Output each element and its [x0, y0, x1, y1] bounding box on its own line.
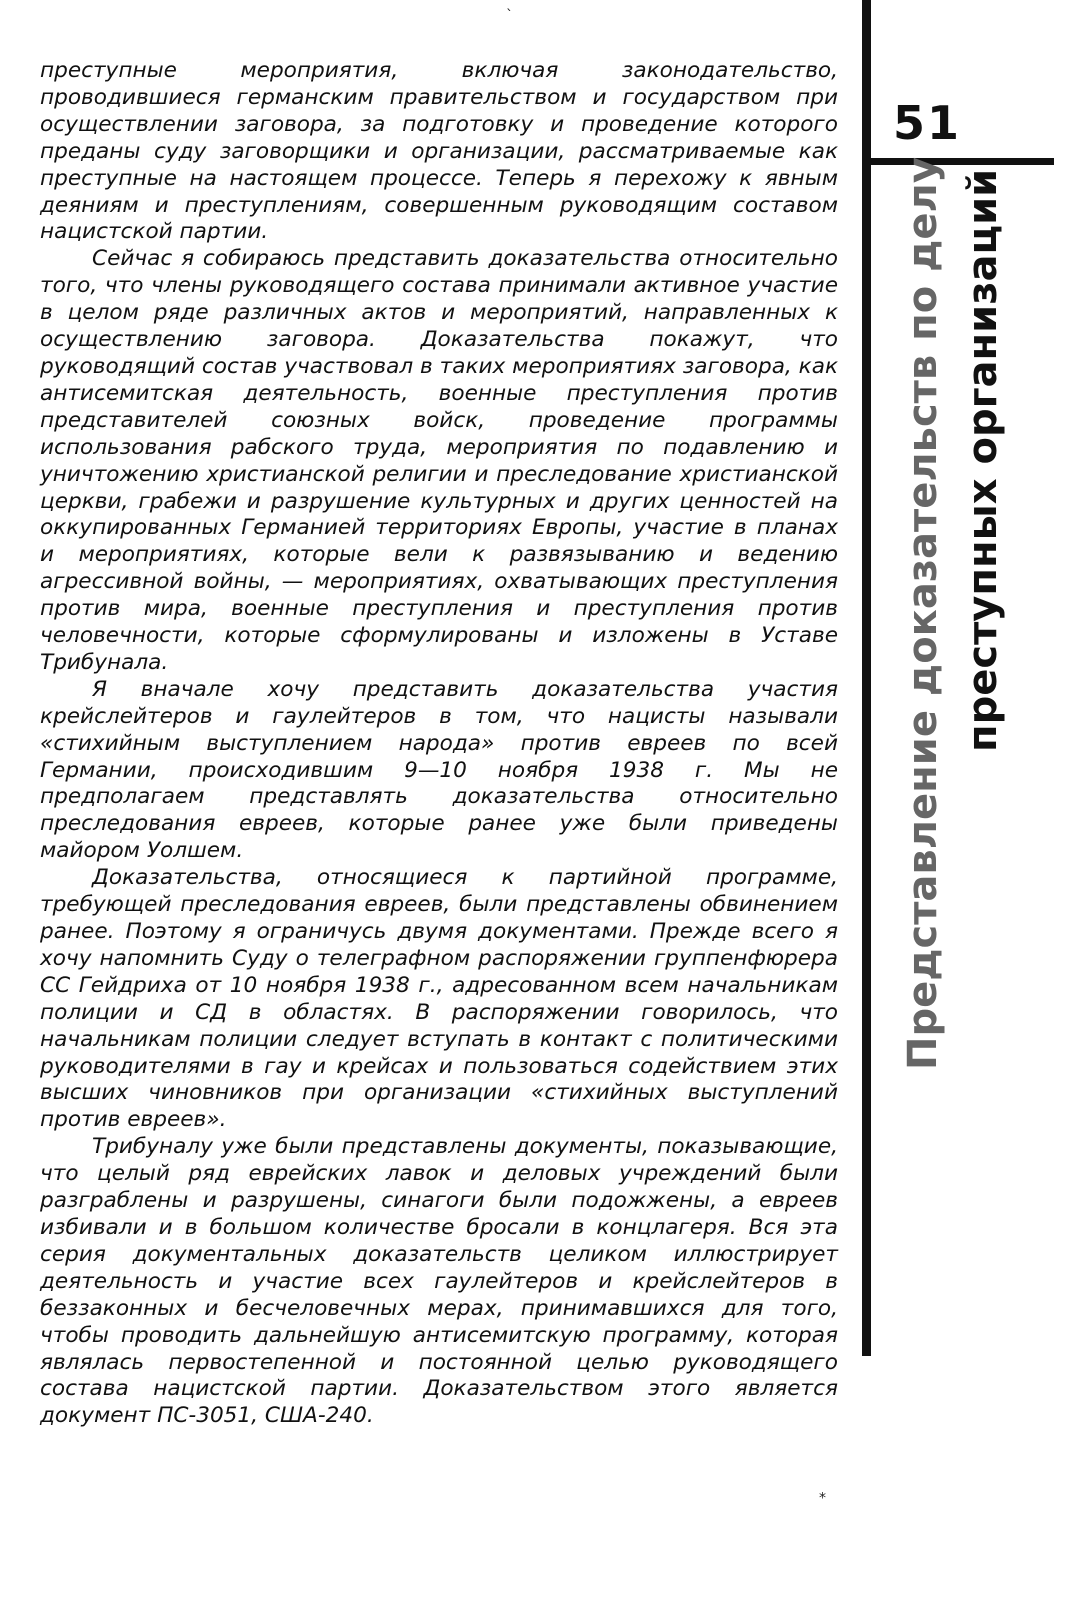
paragraph: Трибуналу уже были представлены документы, показывающие, что целый ряд еврейских лавок и деловых учреждений были разграблены и разрушены, синагоги были подожжены, а евреев избивали и в большом количестве бросали в концлагеря. Вся эта серия документальных доказательств целиком иллюстрирует деятельность и участие всех гаулейтеров и крейслейтеров в беззаконных и бесчеловечных мерах, принимавшихся для того, чтобы проводить дальнейшую антисемитскую программу, которая являлась первостепенной и постоянной целью руководящего состава нацистской партии. Доказательством этого является документ ПС-3051, США-240.	[40, 1134, 838, 1429]
margin-vertical-rule	[862, 0, 871, 1356]
running-title-line-1: Представление доказательств по делу	[900, 157, 946, 1070]
paragraph: Я вначале хочу представить доказательства участия крейслейтеров и гаулейтеров в том, что нацисты называли «стихийным выступлением народа» против евреев по всей Германии, происходившим 9—10 ноября 1938 г. Мы не предполагаем представлять доказательства относительно преследования евреев, которые ранее уже были приведены майором Уолшем.	[40, 676, 838, 864]
print-mark: ⁎	[819, 1486, 826, 1502]
print-mark: `	[506, 8, 513, 24]
page-number: 51	[893, 96, 962, 150]
paragraph: Доказательства, относящиеся к партийной программе, требующей преследования евреев, были представлены обвинением ранее. Поэтому я ограничусь двумя документами. Прежде всего я хочу напомнить Суду о телеграфном распоряжении группенфюрера СС Гейдриха от 10 ноября 1938 г., адресованном всем начальникам полиции и СД в областях. В распоряжении говорилось, что начальникам полиции следует вступать в контакт с политическими руководителями в гау и крейсах и пользоваться содействием этих высших чиновников при организации «стихийных выступлений против евреев».	[40, 865, 838, 1133]
running-title-line-2: преступных организаций	[960, 168, 1006, 752]
page-number-rule	[862, 158, 1054, 165]
paragraph: преступные мероприятия, включая законодательство, проводившиеся германским правительством и государством при осуществлении заговора, за подготовку и проведение которого преданы суду заговорщики и организации, рассматриваемые как преступные на настоящем процессе. Теперь я перехожу к явным деяниям и преступлениям, совершенным руководящим составом нацистской партии.	[40, 58, 838, 245]
body-text	[40, 58, 838, 1430]
paragraph: Сейчас я собираюсь представить доказательства относительно того, что члены руководящего состава принимали активное участие в целом ряде различных актов и мероприятий, направленных к осуществлению заговора. Доказательства покажут, что руководящий состав участвовал в таких мероприятиях заговора, как антисемитская деятельность, военные преступления против представителей союзных войск, проведение программы использования рабского труда, мероприятия по подавлению и уничтожению христианской религии и преследование христианской церкви, грабежи и разрушение культурных и других ценностей на оккупированных Германией территориях Европы, участие в планах и мероприятиях, которые вели к развязыванию и ведению агрессивной войны, — мероприятиях, охватывающих преступления против мира, военные преступления и преступления против человечности, которые сформулированы и изложены в Уставе Трибунала.	[40, 246, 838, 675]
